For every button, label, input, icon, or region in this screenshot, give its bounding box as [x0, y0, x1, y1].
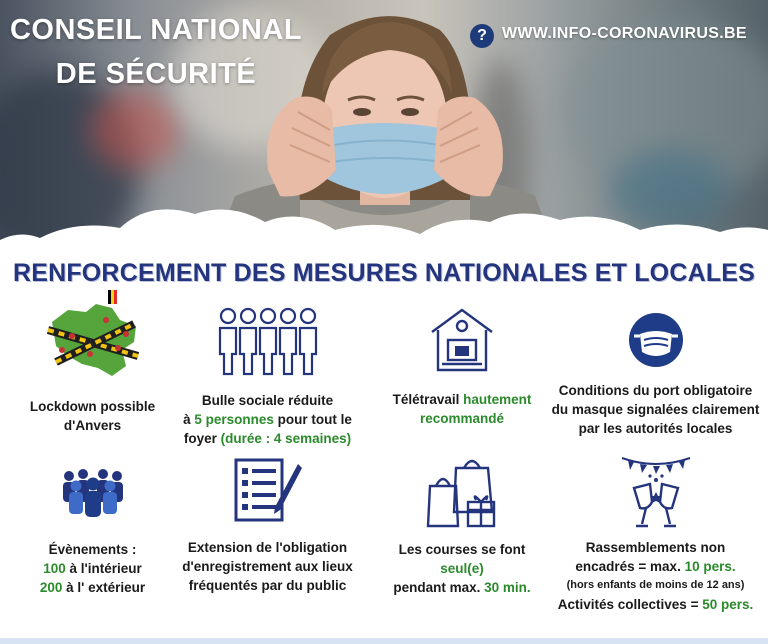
- bubble-line-1: Bulle sociale réduite: [201, 393, 334, 408]
- shopping-line-1: Les courses se font seul(e): [398, 542, 526, 576]
- home-office-icon: [428, 306, 496, 376]
- section-title: RENFORCEMENT DES MESURES NATIONALES ET LOCALES: [12, 259, 756, 287]
- gatherings-line-2: encadrés = max. 10 pers.: [575, 559, 736, 574]
- lockdown-line-2: d'Anvers: [63, 418, 122, 433]
- lockdown-line-1: Lockdown possible: [29, 399, 156, 414]
- events-line-2: 100 à l'intérieur: [43, 561, 142, 576]
- events-line-1: Évènements :: [48, 542, 137, 557]
- mask-line-1: Conditions du port obligatoire: [558, 383, 753, 398]
- shopping-bags-icon: [426, 456, 498, 528]
- website-link[interactable]: WWW.INFO-CORONAVIRUS.BE: [502, 25, 747, 42]
- measure-events: [20, 462, 165, 597]
- gatherings-line-4: Activités collectives = 50 pers.: [557, 597, 754, 612]
- measure-social-bubble: [175, 306, 360, 448]
- registration-line-2: d'enregistrement aux lieux: [182, 559, 353, 574]
- checklist-pen-icon: [232, 458, 304, 522]
- mask-line-2: du masque signalées clairement: [551, 402, 760, 417]
- events-line-3: 200 à l' extérieur: [39, 580, 146, 595]
- gatherings-line-1: Rassemblements non: [585, 540, 726, 555]
- bubble-line-2: à 5 personnes pour tout le: [183, 412, 352, 427]
- title-line-1: CONSEIL NATIONAL: [9, 14, 303, 46]
- belgium-map-lockdown-icon: [38, 290, 148, 385]
- registration-line-3: fréquentés par du public: [188, 578, 347, 593]
- telework-text: Télétravail hautement recommandé: [392, 392, 532, 426]
- title-line-2: DE SÉCURITÉ: [55, 58, 257, 90]
- page-title: [6, 8, 306, 96]
- crowd-icon: [58, 462, 128, 522]
- measure-lockdown: [20, 290, 165, 435]
- measure-telework: [378, 306, 546, 428]
- shopping-line-2: pendant max. 30 min.: [393, 580, 531, 595]
- party-toast-icon: [620, 454, 692, 530]
- bubble-line-3: foyer (durée : 4 semaines): [183, 431, 352, 446]
- registration-line-1: Extension de l'obligation: [187, 540, 348, 555]
- mask-line-3: par les autorités locales: [578, 421, 733, 436]
- measure-shopping: [378, 456, 546, 597]
- bottom-strip: [0, 638, 768, 644]
- measure-mask: [548, 312, 763, 438]
- gatherings-line-3: (hors enfants de moins de 12 ans): [566, 579, 745, 591]
- measure-gatherings: [548, 454, 763, 614]
- question-circle-icon: ?: [470, 24, 494, 48]
- measure-registration: [175, 458, 360, 595]
- group-of-five-people-icon: [218, 306, 318, 376]
- face-mask-icon: [628, 312, 684, 368]
